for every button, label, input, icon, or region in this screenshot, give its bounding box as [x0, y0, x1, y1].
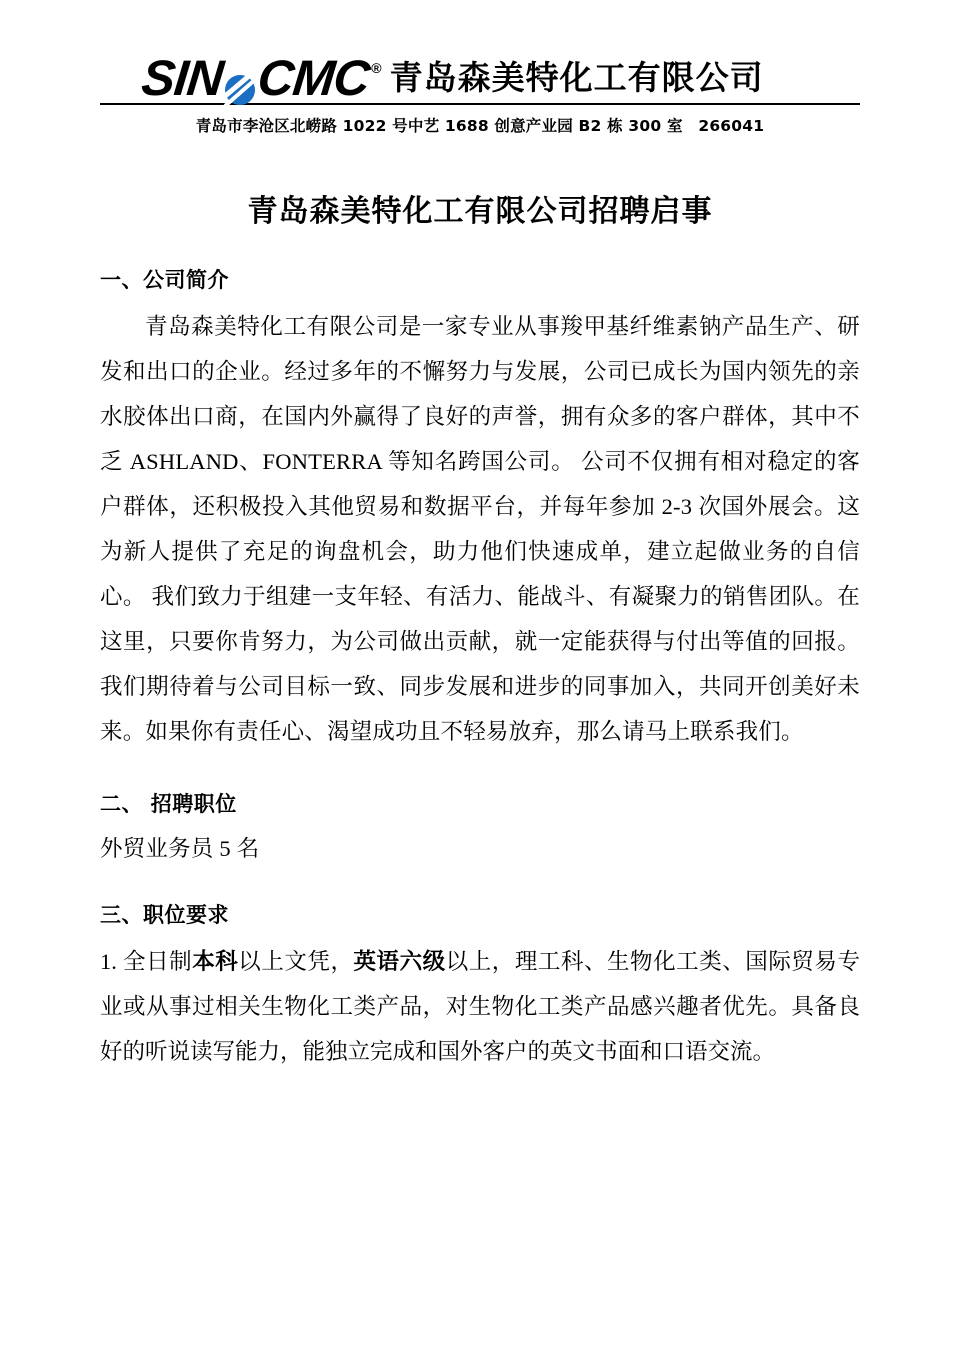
requirement-text-part1: 全日制 [116, 948, 193, 974]
requirement-bold-degree: 本科 [192, 948, 239, 974]
letterhead [100, 52, 860, 142]
company-name-chinese: 青岛森美特化工有限公司 [389, 58, 764, 97]
section-heading-positions: 二、 招聘职位 [100, 792, 237, 816]
position-line: 外贸业务员 5 名 [100, 836, 260, 861]
section-heading-requirements: 三、职位要求 [100, 902, 229, 927]
requirement-item-1 [100, 939, 860, 1074]
requirement-text-part2: 以上文凭， [238, 948, 354, 974]
logo-row [100, 50, 860, 106]
company-logo [139, 50, 382, 106]
section-heading-company-intro: 一、公司简介 [100, 268, 229, 292]
logo-text-sin: SIN [139, 50, 226, 106]
registered-trademark-icon: ® [371, 60, 382, 76]
section-paragraph-company-intro: 青岛森美特化工有限公司是一家专业从事羧甲基纤维素钠产品生产、研发和出口的企业。经过多年的不懈努力与发展，公司已成长为国内领先的亲水胶体出口商，在国内外赢得了良好的声誉，拥有众多的客户群体，其中不乏 ASHLAND、FONTERRA 等知名跨国公司。 公司不仅拥有相对稳定的客户群体，还积极投入其他贸易和数据平台，并每年参加 2-3 次国外展会。这为新人提供了充足的询盘机会，助力他们快速成单，建立起做业务的自信心。 我们致力于组建一支年轻、有活力、能战斗、有凝聚力的销售团队。在这里，只要你肯努力，为公司做出贡献，就一定能获得与付出等值的回报。我们期待着与公司目标一致、同步发展和进步的同事加入，共同开创美好未来。如果你有责任心、渴望成功且不轻易放弃，那么请马上联系我们。 [100, 314, 860, 744]
requirement-number: 1. [100, 948, 117, 974]
page-title: 青岛森美特化工有限公司招聘启事 [247, 194, 713, 229]
logo-swoosh-icon [223, 64, 257, 98]
requirement-text-part3: 以上，理工科、生物化工类、国际贸易专业或从事过相关生物化工类产品，对生物化工类产品感兴趣者优先。具备良好的听说读写能力，能独立完成和国外客户的英文书面和口语交流。 [100, 948, 860, 1064]
company-address: 青岛市李沧区北崂路 1022 号中艺 1688 创意产业园 B2 栋 300 室 266041 [195, 117, 765, 135]
requirement-bold-english: 英语六级 [353, 948, 446, 974]
logo-text-cmc: CMC [255, 50, 373, 106]
